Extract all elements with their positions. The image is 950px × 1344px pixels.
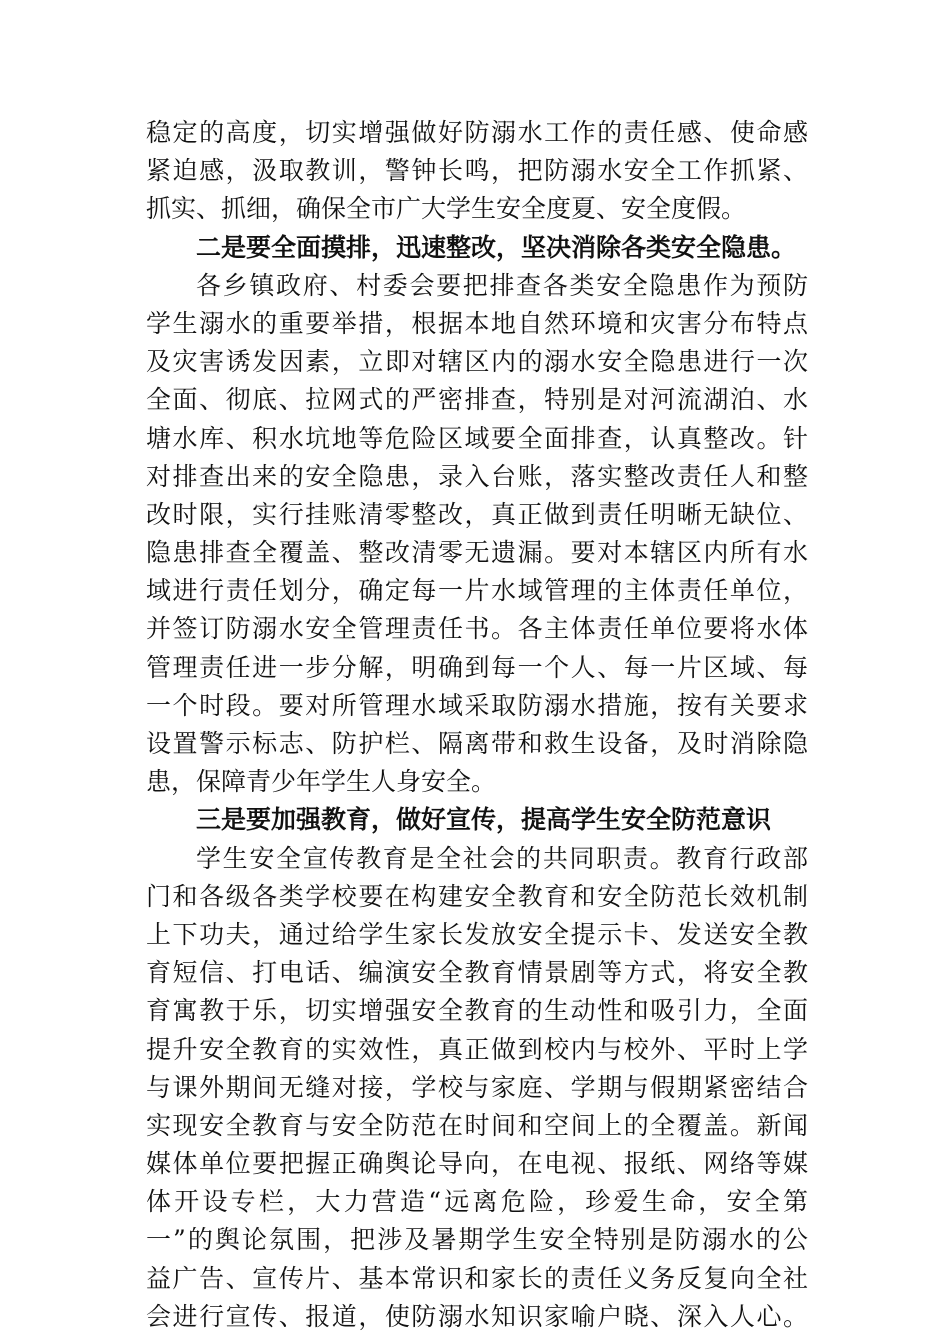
body-text-line: 益广告、宣传片、基本常识和家长的责任义务反复向全社	[146, 1263, 808, 1293]
body-text-line: 学生安全宣传教育是全社会的共同职责。教育行政部	[196, 843, 808, 873]
body-text-line: 体开设专栏，大力营造“远离危险，珍爱生命，安全第	[146, 1187, 808, 1217]
body-text-line: 抓实、抓细，确保全市广大学生安全度夏、安全度假。	[146, 194, 747, 224]
body-text-line: 各乡镇政府、村委会要把排查各类安全隐患作为预防	[196, 270, 808, 300]
body-text-line: 一个时段。要对所管理水域采取防溺水措施，按有关要求	[146, 690, 808, 720]
body-text-line: 门和各级各类学校要在构建安全教育和安全防范长效机制	[146, 881, 808, 911]
body-text-line: 塘水库、积水坑地等危险区域要全面排查，认真整改。针	[146, 423, 808, 453]
body-text-line: 实现安全教育与安全防范在时间和空间上的全覆盖。新闻	[146, 1110, 808, 1140]
section-heading: 三是要加强教育，做好宣传，提高学生安全防范意识	[196, 805, 772, 835]
body-text-line: 管理责任进一步分解，明确到每一个人、每一片区域、每	[146, 652, 808, 682]
body-text-line: 对排查出来的安全隐患，录入台账，落实整改责任人和整	[146, 461, 808, 491]
body-text-line: 设置警示标志、防护栏、隔离带和救生设备，及时消除隐	[146, 729, 808, 758]
body-text-line: 全面、彻底、拉网式的严密排查，特别是对河流湖泊、水	[146, 385, 808, 415]
body-text-line: 稳定的高度，切实增强做好防溺水工作的责任感、使命感	[146, 118, 808, 147]
body-text-line: 改时限，实行挂账清零整改，真正做到责任明晰无缺位、	[146, 499, 808, 529]
body-text-line: 一”的舆论氛围，把涉及暑期学生安全特别是防溺水的公	[146, 1225, 808, 1255]
body-text-line: 隐患排查全覆盖、整改清零无遗漏。要对本辖区内所有水	[146, 538, 808, 568]
document-page	[146, 114, 808, 1336]
body-text-line: 及灾害诱发因素，立即对辖区内的溺水安全隐患进行一次	[146, 347, 808, 377]
body-text-line: 紧迫感，汲取教训，警钟长鸣，把防溺水安全工作抓紧、	[146, 156, 808, 186]
body-text-line: 育寓教于乐，切实增强安全教育的生动性和吸引力，全面	[146, 996, 808, 1026]
body-text-line: 学生溺水的重要举措，根据本地自然环境和灾害分布特点	[146, 308, 808, 338]
body-text-line: 域进行责任划分，确定每一片水域管理的主体责任单位，	[146, 576, 808, 606]
body-text-line: 并签订防溺水安全管理责任书。各主体责任单位要将水体	[146, 614, 808, 644]
body-text-line: 提升安全教育的实效性，真正做到校内与校外、平时上学	[146, 1034, 808, 1064]
body-text-line: 患，保障青少年学生人身安全。	[146, 767, 497, 797]
section-heading: 二是要全面摸排，迅速整改，坚决消除各类安全隐患。	[196, 232, 797, 262]
body-text-line: 媒体单位要把握正确舆论导向，在电视、报纸、网络等媒	[146, 1149, 808, 1179]
body-text-line: 上下功夫，通过给学生家长发放安全提示卡、发送安全教	[146, 919, 808, 949]
body-text-line: 会进行宣传、报道，使防溺水知识家喻户晓、深入人心。	[146, 1301, 808, 1331]
body-text-line: 育短信、打电话、编演安全教育情景剧等方式，将安全教	[146, 958, 808, 988]
body-text-line: 与课外期间无缝对接，学校与家庭、学期与假期紧密结合	[146, 1072, 808, 1102]
